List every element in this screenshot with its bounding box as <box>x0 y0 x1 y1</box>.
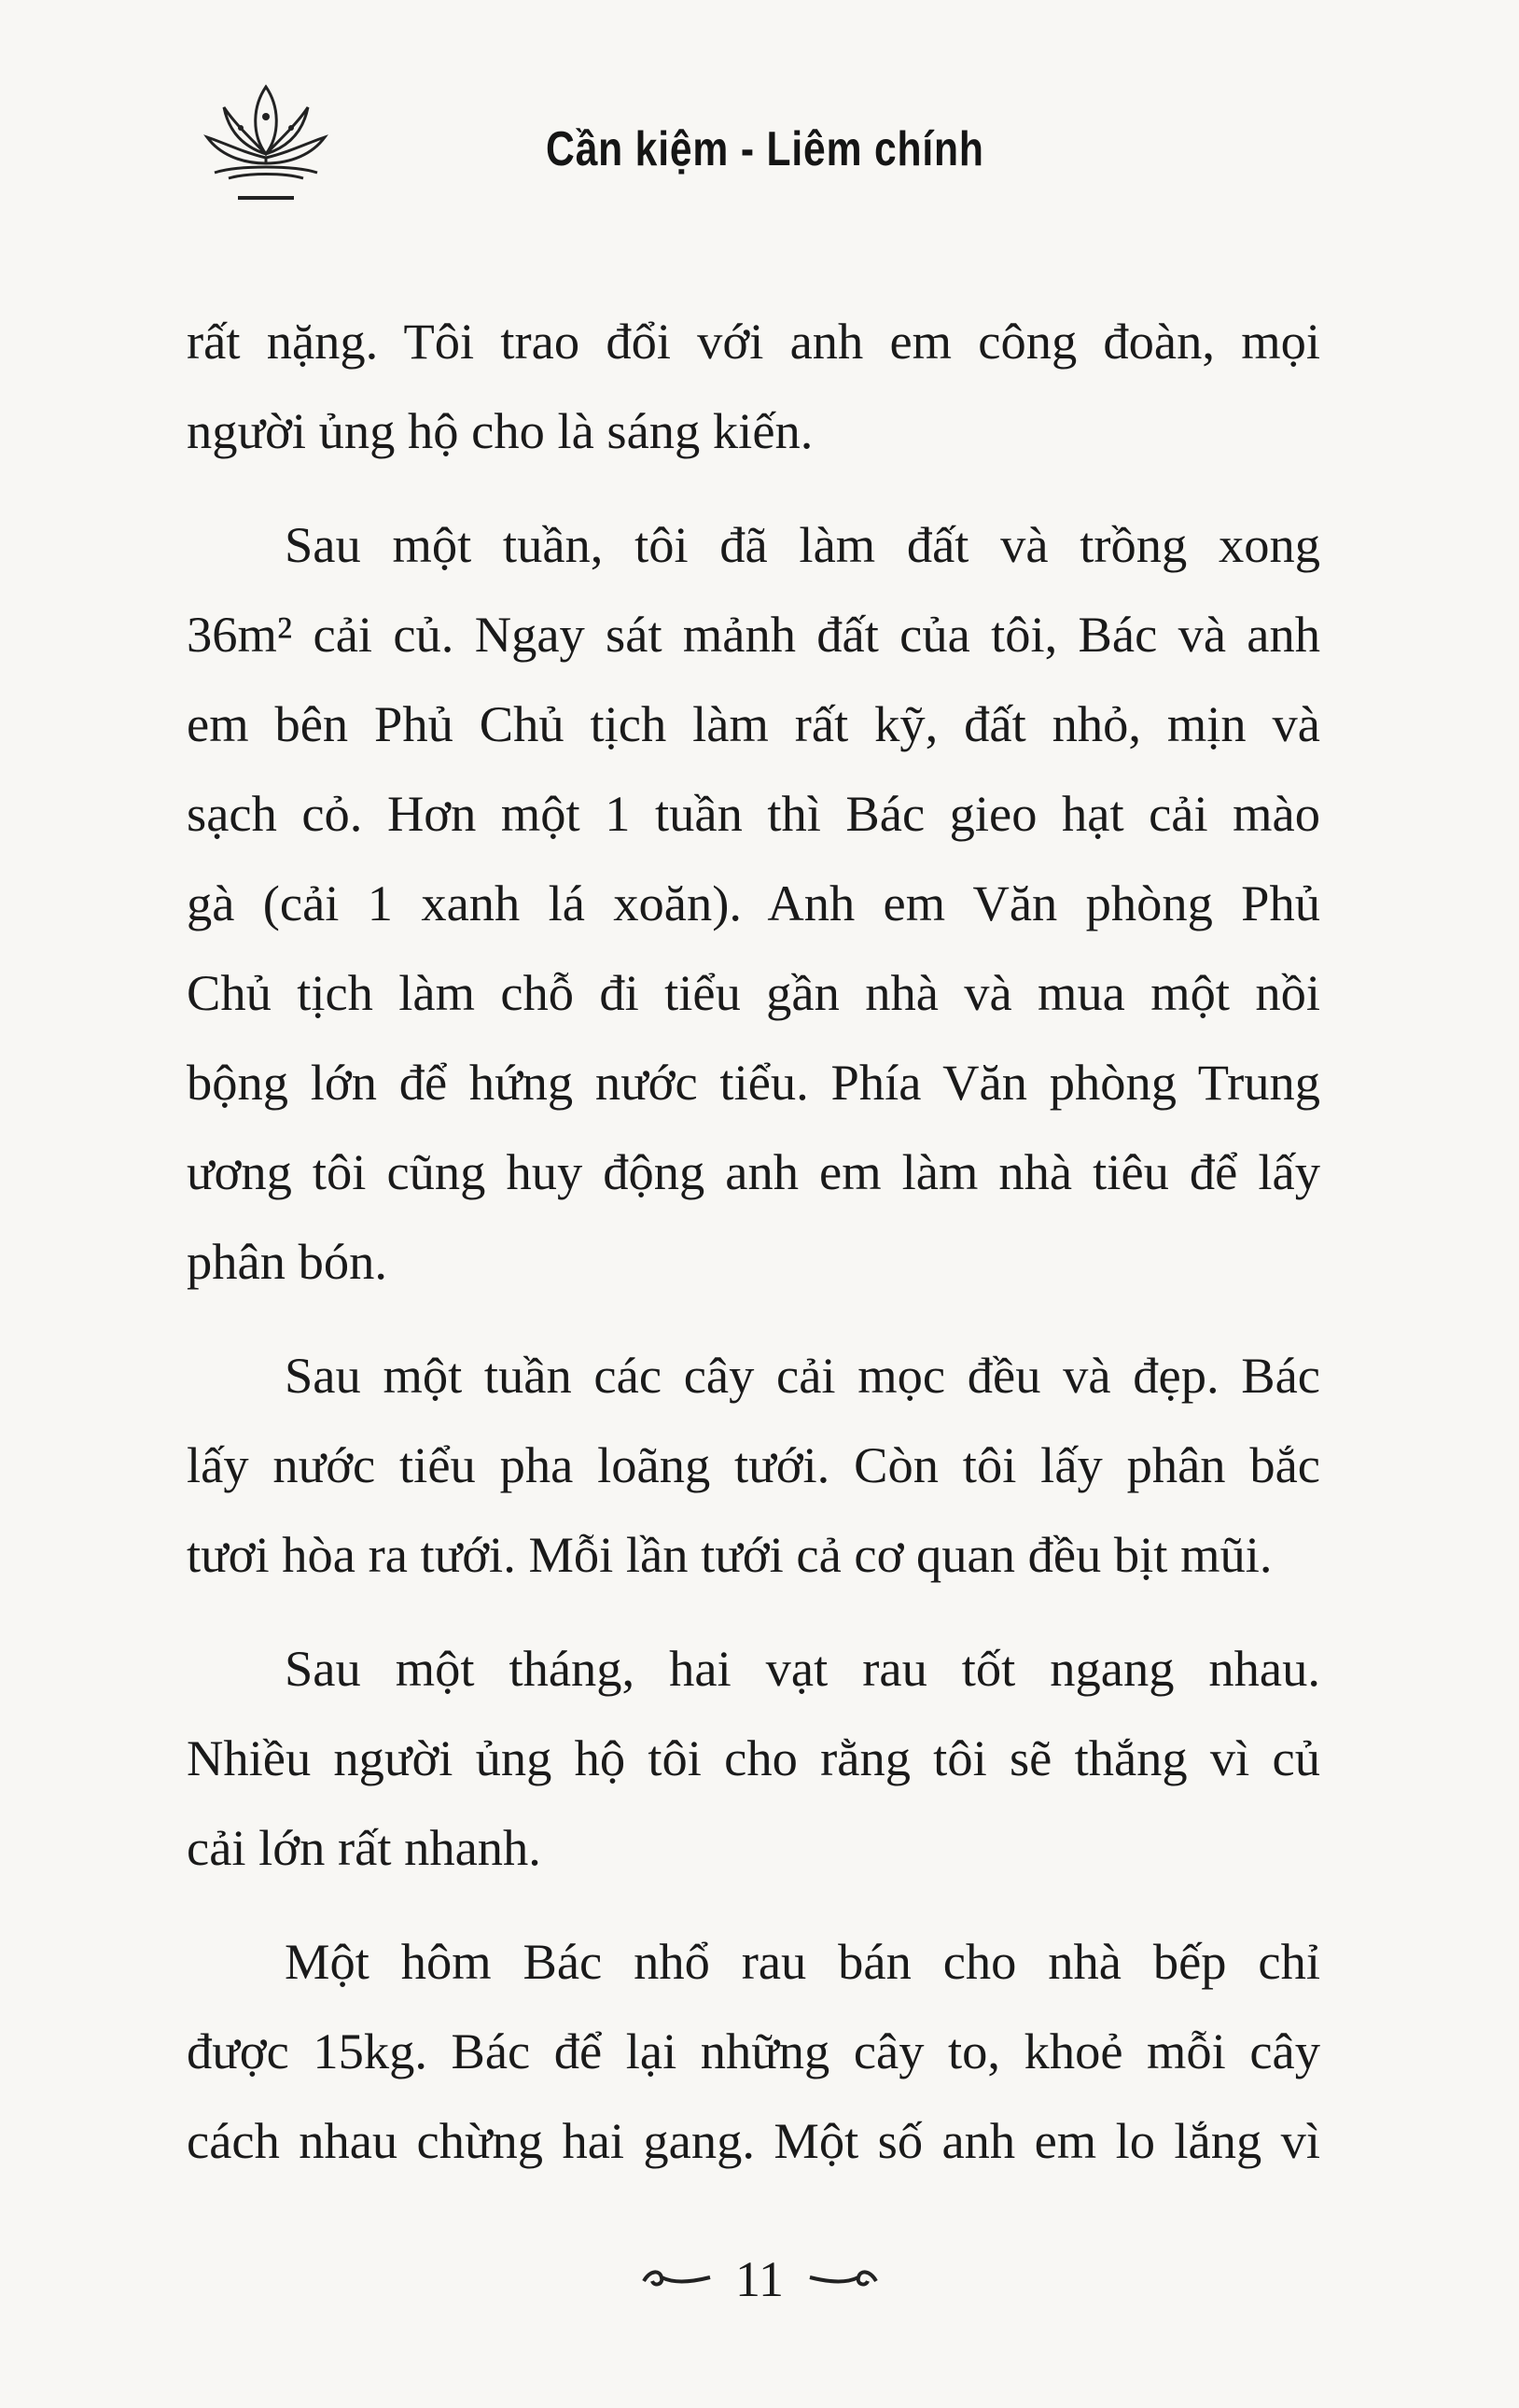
text-line: Sau một tuần các cây cải mọc đều và đẹp. Bác <box>285 1347 1320 1404</box>
paragraph <box>187 1331 1320 1600</box>
paragraph <box>187 1624 1320 1893</box>
body-text <box>187 297 1320 2210</box>
text-line: 36m² cải củ. Ngay sát mảnh đất của tôi, Bác và anh <box>187 606 1320 663</box>
text-line: sạch cỏ. Hơn một 1 tuần thì Bác gieo hạt cải mào <box>187 785 1320 842</box>
page-number: 11 <box>735 2250 784 2307</box>
header-title: Cần kiệm - Liêm chính <box>546 122 984 176</box>
text-line: Nhiều người ủng hộ tôi cho rằng tôi sẽ thắng vì củ <box>187 1729 1320 1786</box>
text-line: em bên Phủ Chủ tịch làm rất kỹ, đất nhỏ, mịn và <box>187 695 1320 752</box>
paragraph <box>187 1917 1320 2186</box>
text-line: được 15kg. Bác để lại những cây to, khoẻ mỗi cây <box>187 2023 1320 2079</box>
text-line: gà (cải 1 xanh lá xoăn). Anh em Văn phòng Phủ <box>187 875 1320 931</box>
lotus-icon <box>196 79 336 210</box>
running-header <box>187 79 1362 238</box>
text-line: Một hôm Bác nhổ rau bán cho nhà bếp chỉ <box>285 1933 1320 1990</box>
page-footer <box>0 2245 1519 2308</box>
text-line: tươi hòa ra tưới. Mỗi lần tưới cả cơ quan đều bịt mũi. <box>187 1526 1273 1583</box>
text-line: cách nhau chừng hai gang. Một số anh em lo lắng vì <box>187 2112 1320 2169</box>
text-line: Sau một tuần, tôi đã làm đất và trồng xong <box>285 516 1320 573</box>
text-line: bộng lớn để hứng nước tiểu. Phía Văn phòng Trung <box>187 1054 1320 1111</box>
text-line: phân bón. <box>187 1233 387 1290</box>
left-flourish-icon <box>639 2261 714 2298</box>
text-line: rất nặng. Tôi trao đổi với anh em công đoàn, mọi <box>187 313 1320 370</box>
text-line: lấy nước tiểu pha loãng tưới. Còn tôi lấy phân bắc <box>187 1436 1320 1493</box>
paragraph <box>187 500 1320 1307</box>
text-line: Sau một tháng, hai vạt rau tốt ngang nhau. <box>285 1640 1320 1697</box>
right-flourish-icon <box>806 2261 881 2298</box>
text-line: ương tôi cũng huy động anh em làm nhà tiêu để lấy <box>187 1143 1320 1200</box>
text-line: cải lớn rất nhanh. <box>187 1819 541 1876</box>
text-line: Chủ tịch làm chỗ đi tiểu gần nhà và mua một nồi <box>187 964 1320 1021</box>
paragraph <box>187 297 1320 476</box>
text-line: người ủng hộ cho là sáng kiến. <box>187 402 814 459</box>
